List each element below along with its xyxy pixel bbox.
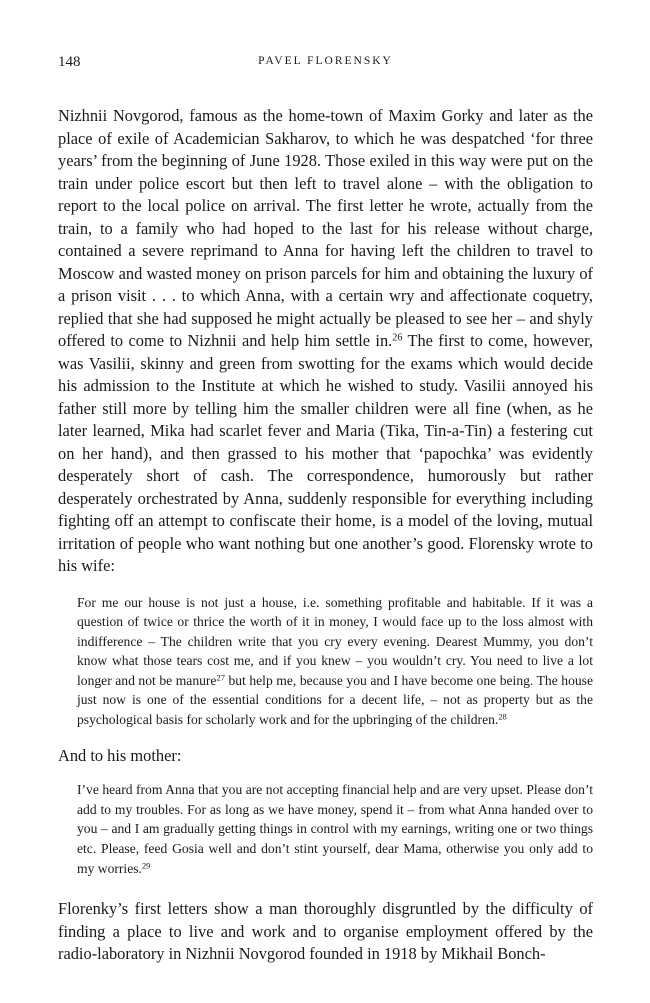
footnote-marker: 28 (498, 711, 507, 722)
footnote-marker: 26 (392, 332, 403, 344)
paragraph-text: Nizhnii Novgorod, famous as the home-town of Maxim Gorky and later as the place of exile of Academician Sakharov, to which he was despatched ‘for three years’ from the beginning of June 1928. Those exiled in this way were put on the train under police escort but then left to travel alone – with the obligation to report to the local police on arrival. The first letter he wrote, actually from the train, to a family who had hoped to the last for his release without charge, contained a severe reprimand to Anna for having left the children to travel to Moscow and wasted money on prison parcels for him and obtaining the luxury of a prison visit . . . to which Anna, with a certain wry and affectionate coquetry, replied that she had supposed he might actually be pleased to see her – and shyly offered to come to Nizhnii and help him settle in. (58, 106, 593, 350)
quote-text: For me our house is not just a house, i.e. something profitable and habitable. If it was a question of twice or thrice the worth of it in money, I would face up to the loss almost with indifference – The children write that you cry every evening. Dearest Mummy, you don’t know what those tears cost me, and if you knew – you wouldn’t cry. You need to live a lot longer and not be manure (77, 594, 593, 688)
footnote-marker: 27 (216, 672, 225, 683)
body-paragraph-2: And to his mother: (58, 745, 182, 765)
quote-text: but help me, because you and I have become one being. The house just now is one of the essential conditions for a decent life, – not as property but as the psychological basis for scholarly work and for the upbringing of the children. (77, 672, 594, 728)
block-quote-letter-to-mother (77, 780, 593, 878)
book-page (58, 54, 593, 966)
block-quote-letter-to-wife (77, 593, 593, 730)
quote-text: I’ve heard from Anna that you are not accepting financial help and are very upset. Please don’t add to my troubles. For as long as we have money, spend it – from what Anna handed over to you – and I am gradually getting things in control with my earnings, writing one or two things etc. Please, feed Gosia well and don’t stint yourself, dear Mama, otherwise you only add to my worries. (77, 782, 593, 876)
running-title: PAVEL FLORENSKY (258, 55, 393, 67)
page-number: 148 (58, 54, 81, 70)
running-head (58, 54, 593, 74)
paragraph-text: The first to come, however, was Vasilii, skinny and green from swotting for the exams which would decide his admission to the Institute at which he wished to study. Vasilii annoyed his father still more by telling him the smaller children were all fine (when, as he later learned, Mika had scarlet fever and Maria (Tika, Tin-a-Tin) a festering cut on her hand), and then grassed to his mother that ‘papochka’ was evidently desperately short of cash. The correspondence, humorously but rather desperately orchestrated by Anna, suddenly responsible for everything including fighting off an attempt to confiscate their home, is a model of the loving, mutual irritation of people who want nothing but one another’s good. Florensky wrote to his wife: (58, 331, 594, 575)
body-paragraph-1 (58, 105, 593, 578)
body-paragraph-3: Florenky’s first letters show a man thoroughly disgruntled by the difficulty of finding a place to live and work and to organise employment offered by the radio-laboratory in Nizhnii Novgorod founded in 1918 by Mikhail Bonch- (58, 899, 593, 964)
footnote-marker: 29 (141, 859, 151, 870)
